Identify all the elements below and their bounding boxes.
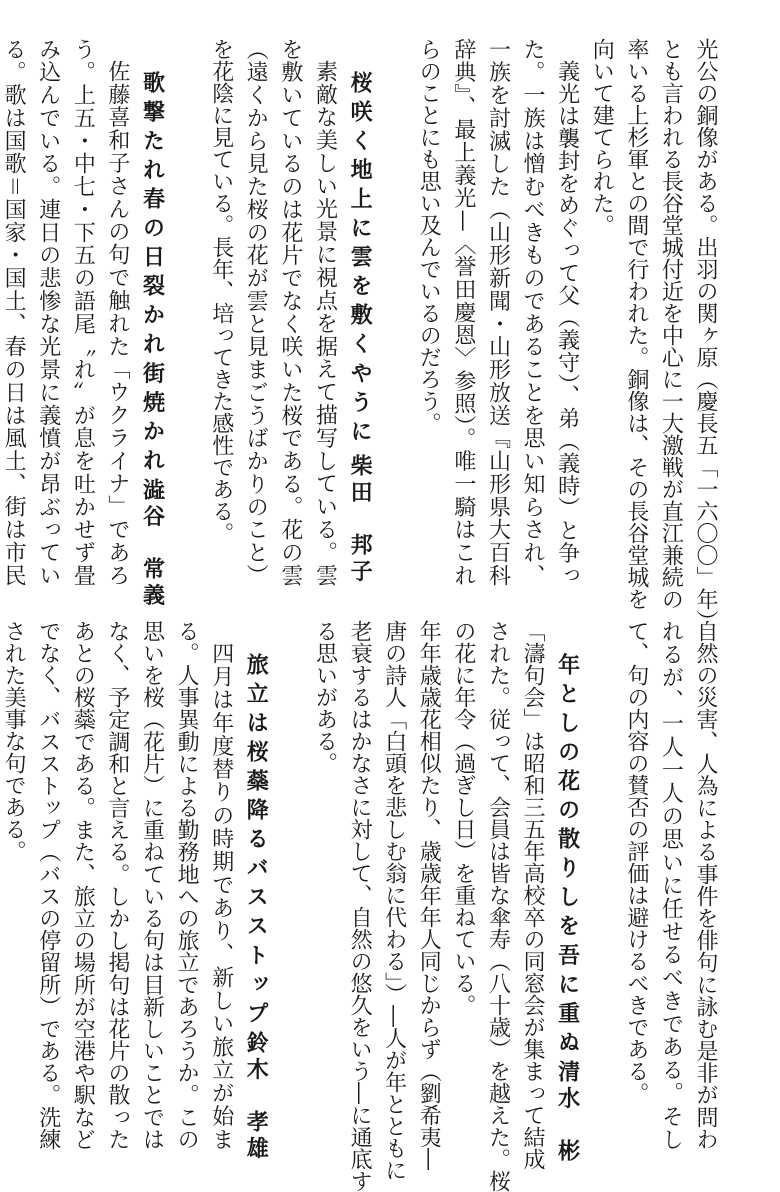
commentary: 素敵な美しい光景に視点を据えて描写している。雲を敷いているのは花片でなく咲いた桜である。花の雲（遠くから見た桜の花が雲と見まごうばかりのこと）を花陰に見ている。長年、培ってきた感性である。	[208, 38, 338, 586]
text-line: 唐の詩人「白頭を悲しむ翁に代わる」）―人が年とともに	[381, 620, 407, 1181]
spacer	[376, 38, 411, 586]
text-line: 向いて建てられた。	[589, 38, 615, 236]
haiku-text: 旅立は桜蘂降るバスストップ	[243, 653, 269, 1031]
text-line: 率いる上杉軍との間で行われた。銅像は、その長谷堂城を	[623, 38, 649, 610]
entry-heading	[549, 620, 584, 1166]
author-name: 柴田 邦子	[347, 454, 373, 586]
commentary: 佐藤喜和子さんの句で触れた「ウクライナ」であろう。上五・中七・下五の語尾〝れ〟が息を吐かせず畳み込んでいる。連日の悲惨な光景に義憤が昂ぶっている。歌は国歌＝国家・国土、春の日は風土、街は市民	[1, 38, 130, 587]
author-name: 鈴木 孝雄	[243, 1030, 269, 1163]
paragraph: 義光は襲封をめぐって父（義守）、弟（義時）と争った。一族は憎むべきものであることを思い知らされ、一族を討滅した（山形新聞・山形放送『山形県大百科辞典』、最上義光—〈誉田慶恩〉参照）。唯一騎はこれらのことにも思い及んでいるのだろう。	[416, 38, 580, 587]
entry-heading	[134, 38, 169, 610]
text-line: 「濤句会」は昭和三五年高校卒の同窓会が集まって結成	[520, 620, 546, 1170]
spacer	[169, 38, 204, 586]
text-line: 光公の銅像がある。出羽の関ヶ原（慶長五「一六〇〇」年）	[693, 38, 718, 632]
text-line: とも言われる長谷堂城付近を中心に一大激戦が直江兼続の	[658, 38, 684, 610]
text-line: された。従って、会員は皆な傘寿（八十歳）を越えた。桜	[485, 620, 511, 1192]
commentary: 四月は年度替りの時期であり、新しい旅立が始まる。人事異動による勤務地への旅立であろうか。この思いを桜（花片）に重ねている句は目新しいことではなく、予定調和と言える。しかし掲句は花片の散ったあとの桜蘂である。また、旅立の場所が空港や駅などでなく、バスストップ（バスの停留所）である。洗練された美事な句である。	[1, 620, 234, 1150]
lower-tier	[1, 620, 722, 1192]
author-name: 清水 彬	[554, 1059, 580, 1166]
entry-heading	[341, 38, 376, 586]
upper-tier	[1, 38, 722, 632]
paragraph: 自然の災害、人為による事件を俳句に詠む是非が問われるが、一人一人の思いに任せるべきである。そして、句の内容の賛否の評価は避けるべきである。	[623, 620, 718, 1150]
haiku-text: 桜咲く地上に雲を敷くやうに	[347, 71, 373, 449]
text-line: の花に年令（過ぎし日）を重ねている。	[450, 620, 476, 1016]
spacer	[272, 620, 307, 1150]
haiku-text: 年としの花の散りしを吾に重ぬ	[554, 653, 580, 1060]
spacer	[584, 620, 619, 1150]
text-line: る思いがある。	[312, 620, 338, 774]
text-line: 老衰するはかなさに対して、自然の悠久をいう―に通底す	[347, 620, 373, 1192]
haiku-text: 歌撃たれ春の日裂かれ街焼かれ	[139, 71, 165, 478]
author-name: 澁谷 常義	[139, 477, 165, 610]
entry-heading	[238, 620, 273, 1163]
text-line: 年年歳歳花相似たり、歳歳年年人同じからず（劉希夷―	[416, 620, 442, 1170]
